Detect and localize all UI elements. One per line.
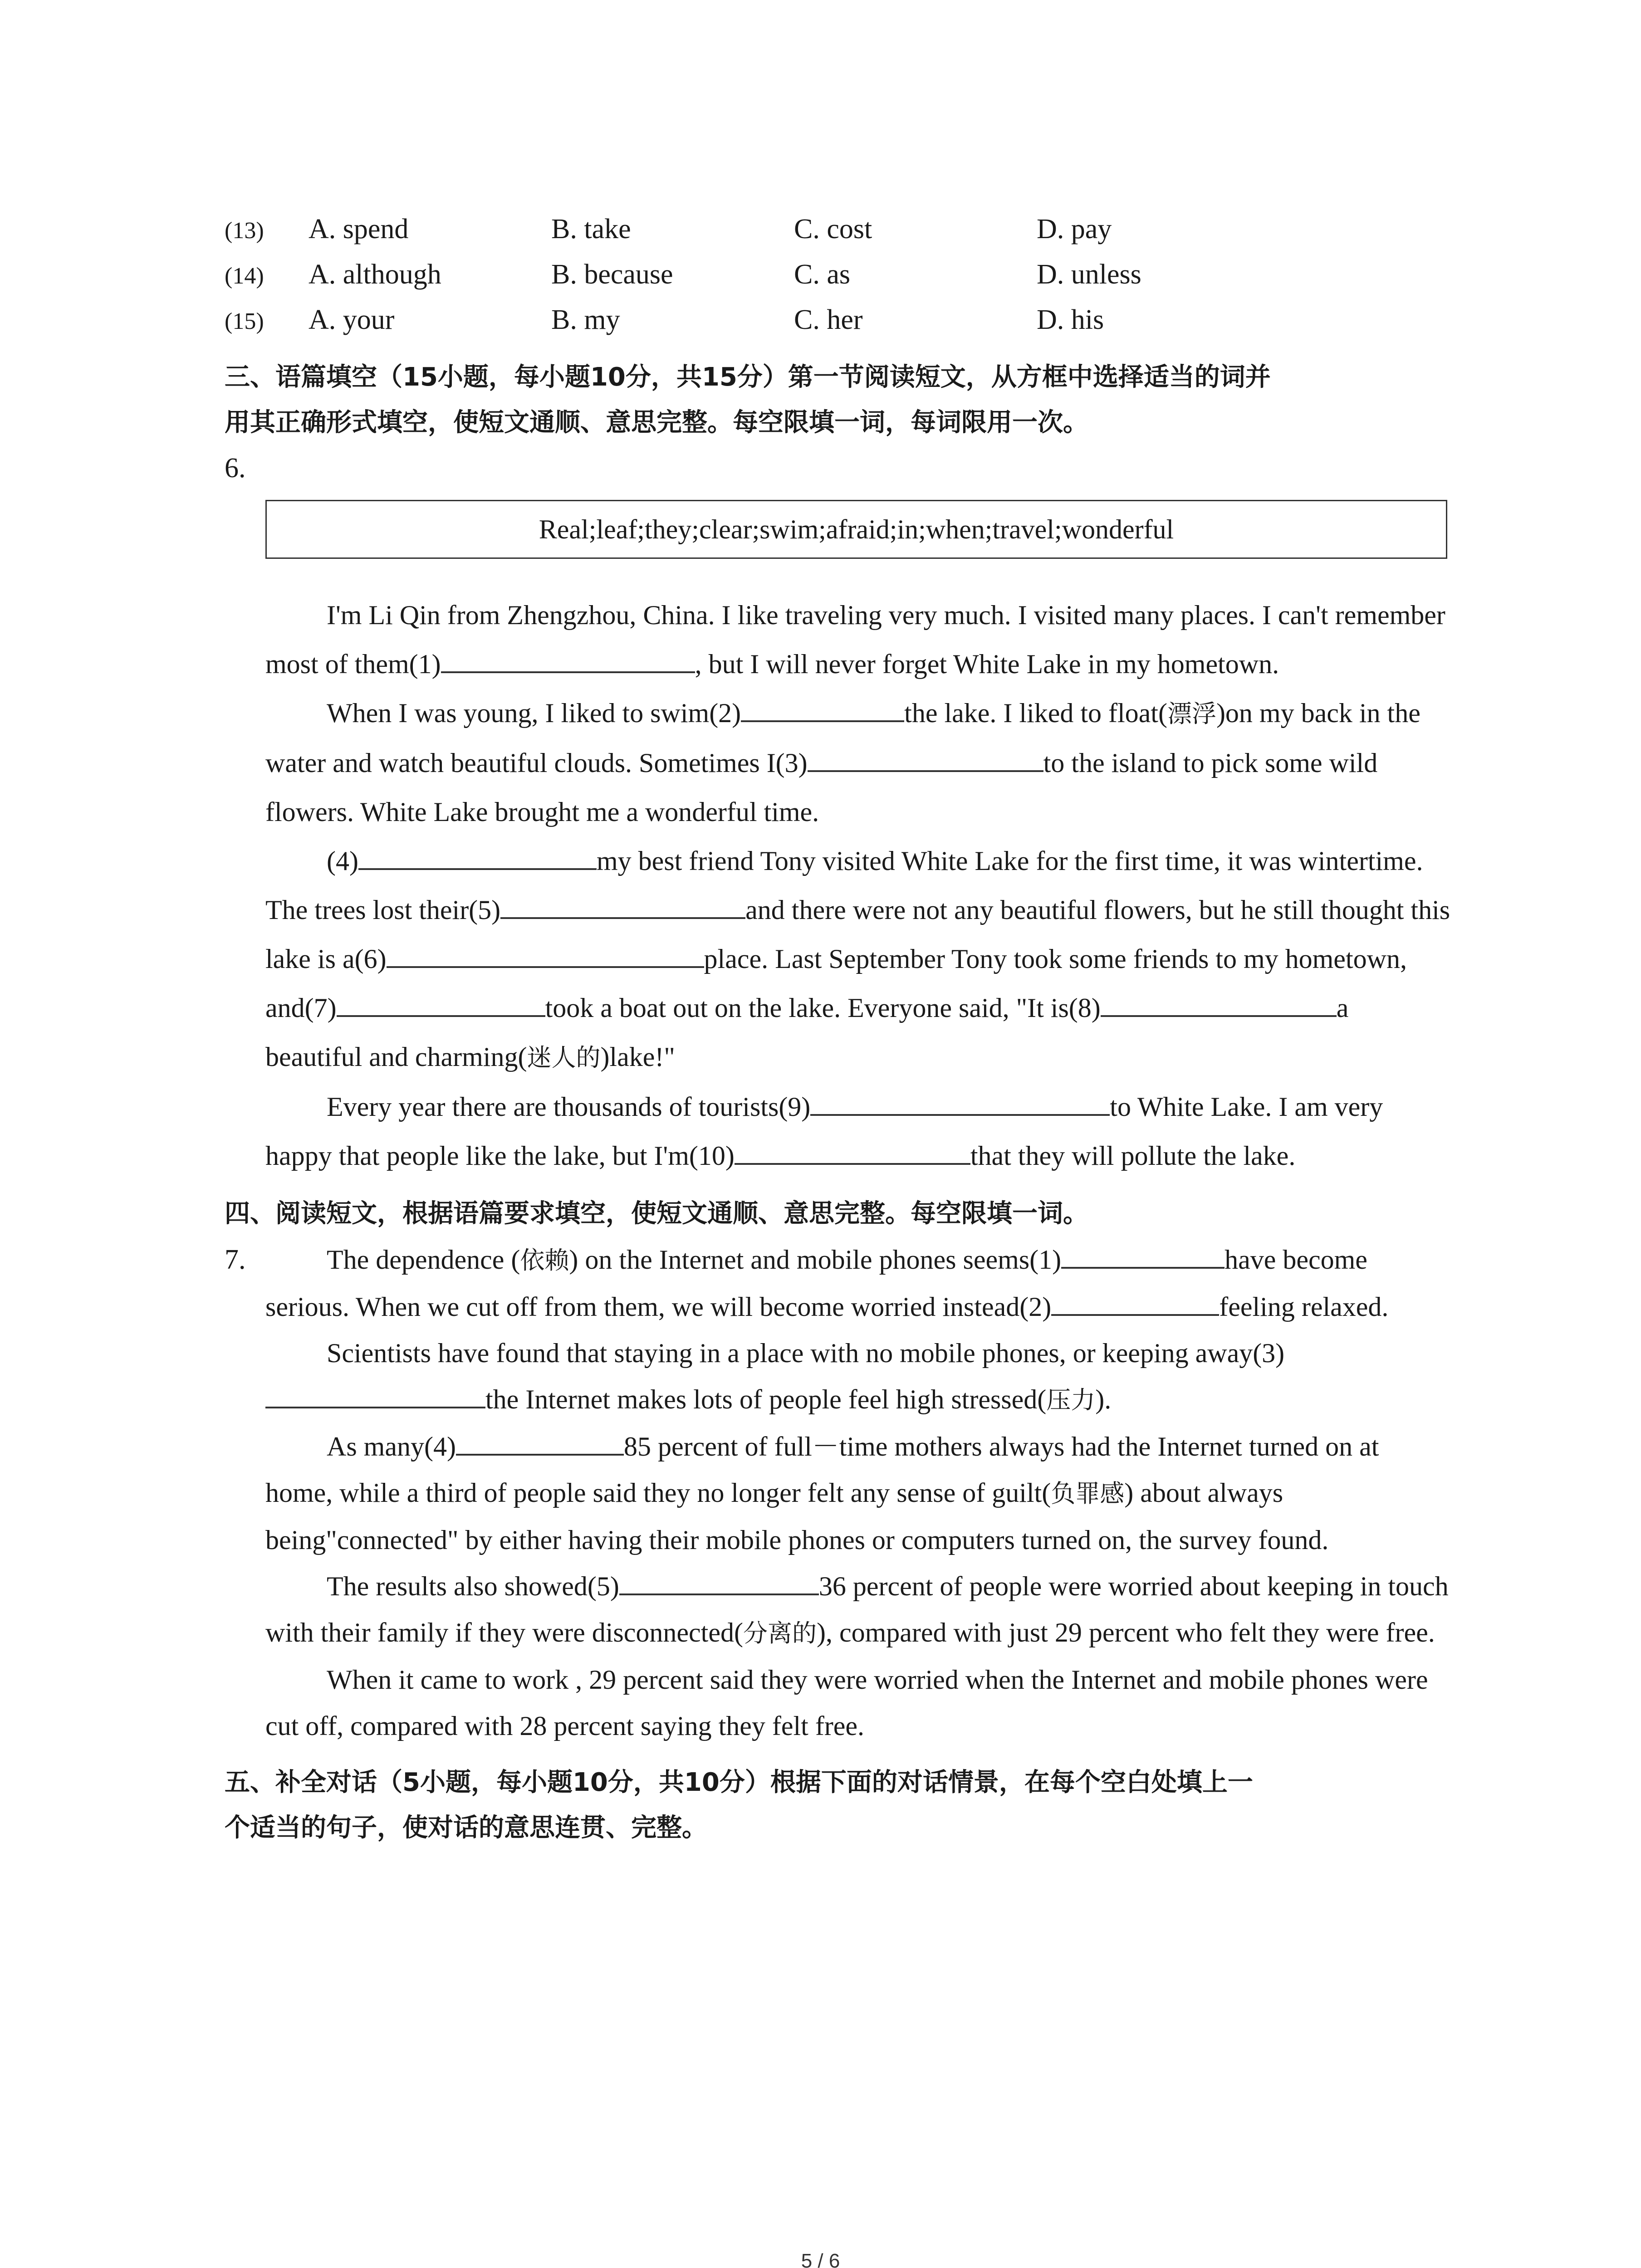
option-d: D. unless [1037,259,1141,290]
question-number: (14) [225,263,264,289]
option-c: C. her [794,304,863,335]
answer-blank-5[interactable] [500,890,745,919]
section-4-heading [225,1191,1450,1237]
answer-blank-1[interactable] [441,644,695,673]
q7-paragraph-1 [265,1237,1452,1330]
paragraph-text: ). [1095,1384,1112,1414]
paragraph-text: (4) [327,846,358,876]
paragraph-text: feeling relaxed. [1219,1292,1389,1322]
section-3-title-line1: 三、语篇填空（15小题，每小题10分，共15分）第一节阅读短文，从方框中选择适当的词并 [225,362,1271,392]
page-content [225,213,1450,1851]
paragraph-text: a beautiful and charming( [265,993,1349,1072]
paragraph-text: When it came to work , 29 percent said they were worried when the Internet and mobile phones were cut off, compared with 28 percent saying they felt free. [265,1665,1428,1741]
option-a: A. spend [309,214,409,244]
section-5-title-line1: 五、补全对话（5小题，每小题10分，共10分）根据下面的对话情景，在每个空白处填上一 [225,1768,1253,1797]
paragraph-text: 85 percent of full－time mothers always had the Internet turned on at home, while a third of people said they no longer felt any sense of guilt( [265,1432,1379,1508]
chinese-gloss: 漂浮 [1167,699,1216,728]
option-a: A. your [309,304,395,335]
question-number: (15) [225,308,264,334]
paragraph-text: the lake. I liked to float( [904,698,1167,728]
passage-paragraph-1 [265,591,1452,689]
option-b: B. my [551,304,620,335]
chinese-gloss: 迷人的 [527,1043,601,1072]
paragraph-text: and there were not any beautiful flowers, but he still thought this lake is a(6) [265,895,1450,974]
question-6-passage [225,591,1450,1180]
answer-blank-7[interactable] [337,988,545,1017]
word-box-text: Real;leaf;they;clear;swim;afraid;in;when;travel;wonderful [539,514,1174,544]
option-row-13 [225,213,1450,259]
paragraph-text: )on my back in the water and watch beautiful clouds. Sometimes I(3) [265,698,1421,778]
paragraph-text: ) on the Internet and mobile phones seems(1) [569,1245,1062,1275]
q7-paragraph-4 [265,1563,1452,1657]
q7-paragraph-5 [265,1657,1452,1749]
paragraph-text: )lake!" [600,1042,675,1072]
paragraph-text: The results also showed(5) [327,1571,619,1601]
option-c: C. cost [794,214,872,244]
answer-blank-3[interactable] [808,743,1043,772]
question-6-number: 6. [225,453,246,484]
options-list [225,213,1450,349]
q7-paragraph-2 [265,1330,1452,1423]
section-3-heading [225,355,1450,445]
chinese-gloss: 负罪感 [1051,1479,1125,1508]
option-c: C. as [794,259,850,290]
q7-answer-blank-2[interactable] [1051,1287,1219,1316]
answer-blank-9[interactable] [810,1087,1110,1116]
passage-paragraph-3 [265,836,1452,1082]
paragraph-text: When I was young, I liked to swim(2) [327,698,741,728]
answer-blank-6[interactable] [387,939,704,968]
answer-blank-8[interactable] [1101,988,1337,1017]
q7-answer-blank-4[interactable] [456,1427,624,1456]
paragraph-text: I'm Li Qin from Zhengzhou, China. I like traveling very much. I visited many places. I can't remember most of them(1) [265,600,1445,679]
paragraph-text: 36 percent of people were worried about keeping in touch with their family if they were disconnected( [265,1571,1449,1647]
chinese-gloss: 依赖 [520,1246,569,1275]
section-5-title-line2: 个适当的句子，使对话的意思连贯、完整。 [225,1813,707,1843]
chinese-gloss: 分离的 [743,1619,817,1647]
section-3-title-line2: 用其正确形式填空，使短文通顺、意思完整。每空限填一词，每词限用一次。 [225,408,1088,437]
q7-answer-blank-3[interactable] [265,1379,485,1408]
paragraph-text: , but I will never forget White Lake in my hometown. [695,649,1279,679]
answer-blank-2[interactable] [741,693,904,722]
paragraph-text: to the island to pick some wild flowers. White Lake brought me a wonderful time. [265,748,1378,827]
answer-blank-10[interactable] [735,1136,970,1165]
passage-paragraph-4 [265,1082,1452,1180]
q7-paragraph-3 [265,1423,1452,1563]
passage-paragraph-2 [265,689,1452,836]
paragraph-text: Scientists have found that staying in a place with no mobile phones, or keeping away(3) [327,1338,1285,1368]
option-row-14 [225,259,1450,304]
paragraph-text: The dependence ( [327,1245,520,1275]
option-b: B. because [551,259,673,290]
q7-answer-blank-1[interactable] [1061,1240,1225,1269]
paragraph-text: to White Lake. I am very happy that people like the lake, but I'm(10) [265,1092,1383,1171]
paragraph-text: the Internet makes lots of people feel high stressed( [485,1384,1047,1414]
word-box [265,500,1447,559]
paragraph-text: ) about always being"connected" by either having their mobile phones or computers turned on, the survey found. [265,1478,1329,1555]
question-number: (13) [225,218,264,244]
option-row-15 [225,304,1450,349]
chinese-gloss: 压力 [1046,1386,1096,1414]
paragraph-text: took a boat out on the lake. Everyone said, "It is(8) [545,993,1101,1023]
paragraph-text: have become serious. When we cut off from them, we will become worried instead(2) [265,1245,1367,1322]
option-a: A. although [309,259,441,290]
paragraph-text: Every year there are thousands of tourists(9) [327,1092,811,1122]
page-number: 5 / 6 [801,2250,840,2268]
question-7 [225,1237,1450,1749]
question-7-number: 7. [225,1244,246,1275]
option-d: D. pay [1037,214,1112,244]
option-b: B. take [551,214,631,244]
option-d: D. his [1037,304,1104,335]
section-4-title: 四、阅读短文，根据语篇要求填空，使短文通顺、意思完整。每空限填一词。 [225,1199,1088,1228]
paragraph-text: ), compared with just 29 percent who felt they were free. [816,1618,1435,1647]
q7-answer-blank-5[interactable] [619,1566,819,1595]
answer-blank-4[interactable] [358,841,597,870]
section-5-heading [225,1760,1450,1851]
paragraph-text: that they will pollute the lake. [970,1141,1296,1171]
paragraph-text: my best friend Tony visited White Lake for the first time, it was wintertime. The trees lost their(5) [265,846,1423,925]
paragraph-text: As many(4) [327,1432,456,1461]
paragraph-text: place. Last September Tony took some friends to my hometown, and(7) [265,944,1407,1023]
